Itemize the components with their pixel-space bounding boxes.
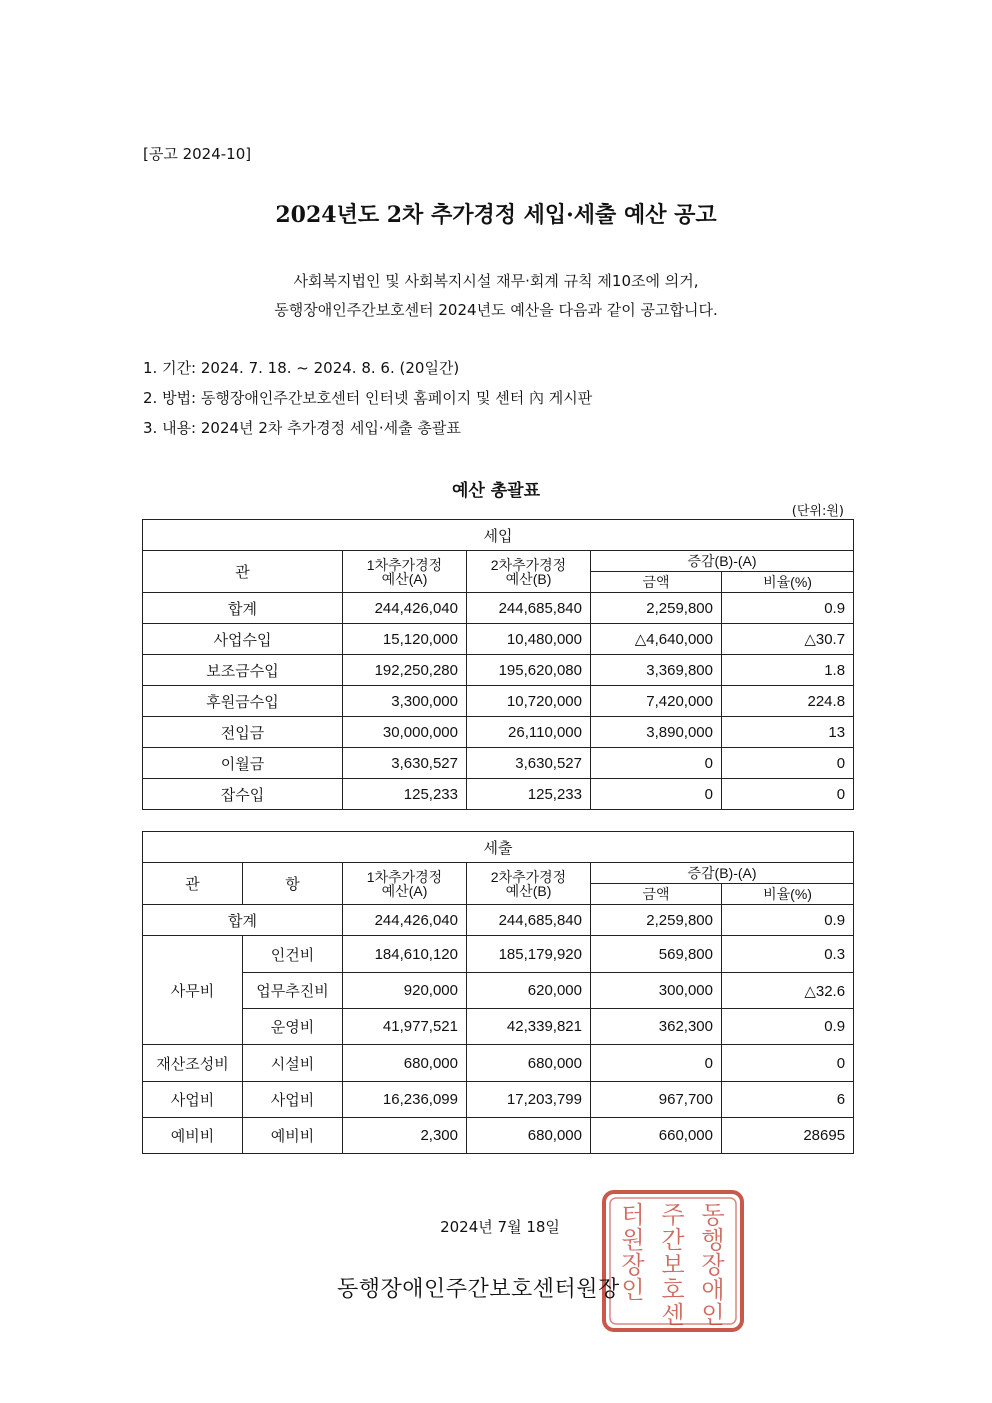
expenditure-total-row	[143, 905, 854, 936]
expenditure-section-title: 세출	[143, 832, 854, 863]
revenue-amount: 2,259,800	[591, 593, 722, 624]
expenditure-amount: 0	[591, 1045, 722, 1082]
expenditure-ratio: 0.3	[722, 936, 854, 973]
table-row	[143, 593, 854, 624]
revenue-table	[142, 519, 854, 810]
seal-glyph: 터	[621, 1201, 645, 1229]
seal-glyph: 호	[661, 1276, 685, 1304]
revenue-a: 3,300,000	[343, 686, 467, 717]
intro-line-2: 동행장애인주간보호센터 2024년도 예산을 다음과 같이 공고합니다.	[274, 301, 718, 319]
revenue-a: 192,250,280	[343, 655, 467, 686]
revenue-amount: 3,890,000	[591, 717, 722, 748]
revenue-section-title: 세입	[143, 520, 854, 551]
revenue-ratio: 1.8	[722, 655, 854, 686]
expenditure-col-a-line2: 예산(A)	[381, 882, 428, 899]
revenue-ratio: 0	[722, 748, 854, 779]
revenue-ratio: 13	[722, 717, 854, 748]
table-row	[143, 1118, 854, 1154]
expenditure-a: 680,000	[343, 1045, 467, 1082]
expenditure-b: 620,000	[467, 973, 591, 1009]
revenue-col-gwan: 관	[143, 551, 343, 593]
revenue-amount: 0	[591, 748, 722, 779]
revenue-gwan: 보조금수입	[143, 655, 343, 686]
notice-number: [공고 2024-10]	[143, 145, 252, 163]
revenue-a: 30,000,000	[343, 717, 467, 748]
expenditure-b: 185,179,920	[467, 936, 591, 973]
revenue-amount: 0	[591, 779, 722, 810]
revenue-gwan: 후원금수입	[143, 686, 343, 717]
expenditure-hang: 운영비	[243, 1009, 343, 1045]
seal-glyph: 간	[661, 1226, 685, 1254]
expenditure-ratio: △32.6	[722, 973, 854, 1009]
seal-glyph: 인	[701, 1301, 725, 1329]
seal-glyph: 주	[661, 1201, 685, 1229]
revenue-gwan: 사업수입	[143, 624, 343, 655]
revenue-col-b-line1: 2차추가경정	[490, 556, 567, 573]
table-row	[143, 1009, 854, 1045]
expenditure-amount: 300,000	[591, 973, 722, 1009]
table-row	[143, 936, 854, 973]
seal-glyph: 센	[661, 1301, 685, 1329]
seal-glyph: 보	[661, 1251, 685, 1279]
table-row	[143, 1045, 854, 1082]
seal-glyph: 장	[701, 1251, 725, 1279]
expenditure-col-amount: 금액	[591, 884, 722, 905]
table-row	[143, 973, 854, 1009]
unit-label: (단위:원)	[791, 504, 844, 519]
table-row	[143, 686, 854, 717]
revenue-gwan: 합계	[143, 593, 343, 624]
revenue-gwan: 전입금	[143, 717, 343, 748]
revenue-gwan: 잡수입	[143, 779, 343, 810]
revenue-ratio: △30.7	[722, 624, 854, 655]
seal-glyph: 장	[621, 1251, 645, 1279]
expenditure-col-b-line2: 예산(B)	[505, 882, 552, 899]
expenditure-total-b: 244,685,840	[467, 905, 591, 936]
revenue-b: 125,233	[467, 779, 591, 810]
expenditure-a: 41,977,521	[343, 1009, 467, 1045]
expenditure-ratio: 28695	[722, 1118, 854, 1154]
expenditure-hang: 사업비	[243, 1082, 343, 1118]
expenditure-total-label: 합계	[143, 905, 343, 936]
expenditure-b: 42,339,821	[467, 1009, 591, 1045]
expenditure-office-gwan: 사무비	[143, 936, 243, 1045]
item-period: 1. 기간: 2024. 7. 18. ~ 2024. 8. 6. (20일간)	[143, 359, 460, 377]
revenue-a: 244,426,040	[343, 593, 467, 624]
revenue-ratio: 0.9	[722, 593, 854, 624]
revenue-col-b-line2: 예산(B)	[505, 570, 552, 587]
expenditure-b: 17,203,799	[467, 1082, 591, 1118]
expenditure-ratio: 6	[722, 1082, 854, 1118]
revenue-col-a	[343, 551, 467, 593]
revenue-b: 244,685,840	[467, 593, 591, 624]
summary-title: 예산 총괄표	[451, 481, 541, 501]
revenue-gwan: 이월금	[143, 748, 343, 779]
expenditure-col-diff: 증감(B)-(A)	[591, 863, 854, 884]
revenue-col-ratio: 비율(%)	[722, 572, 854, 593]
expenditure-total-a: 244,426,040	[343, 905, 467, 936]
revenue-col-amount: 금액	[591, 572, 722, 593]
revenue-a: 125,233	[343, 779, 467, 810]
revenue-b: 3,630,527	[467, 748, 591, 779]
item-content: 3. 내용: 2024년 2차 추가경정 세입·세출 총괄표	[143, 419, 461, 437]
table-row	[143, 655, 854, 686]
revenue-b: 26,110,000	[467, 717, 591, 748]
expenditure-col-a	[343, 863, 467, 905]
expenditure-amount: 569,800	[591, 936, 722, 973]
expenditure-gwan: 재산조성비	[143, 1045, 243, 1082]
revenue-b: 10,720,000	[467, 686, 591, 717]
table-row	[143, 748, 854, 779]
revenue-a: 3,630,527	[343, 748, 467, 779]
intro-line-1: 사회복지법인 및 사회복지시설 재무·회계 규칙 제10조에 의거,	[293, 272, 699, 290]
table-row	[143, 717, 854, 748]
expenditure-b: 680,000	[467, 1118, 591, 1154]
expenditure-amount: 362,300	[591, 1009, 722, 1045]
revenue-ratio: 224.8	[722, 686, 854, 717]
expenditure-gwan: 예비비	[143, 1118, 243, 1154]
revenue-b: 10,480,000	[467, 624, 591, 655]
expenditure-hang: 인건비	[243, 936, 343, 973]
revenue-col-diff: 증감(B)-(A)	[591, 551, 854, 572]
revenue-col-a-line1: 1차추가경정	[366, 556, 443, 573]
expenditure-col-b-line1: 2차추가경정	[490, 868, 567, 885]
expenditure-col-b	[467, 863, 591, 905]
expenditure-a: 920,000	[343, 973, 467, 1009]
table-row	[143, 624, 854, 655]
page-title: 2024년도 2차 추가경정 세입·세출 예산 공고	[275, 202, 717, 228]
expenditure-col-hang: 항	[243, 863, 343, 905]
expenditure-table	[142, 831, 854, 1154]
revenue-a: 15,120,000	[343, 624, 467, 655]
item-method: 2. 방법: 동행장애인주간보호센터 인터넷 홈페이지 및 센터 內 게시판	[143, 389, 593, 407]
expenditure-total-amount: 2,259,800	[591, 905, 722, 936]
official-seal	[601, 1189, 745, 1333]
organization-signature: 동행장애인주간보호센터원장	[337, 1277, 620, 1302]
expenditure-col-a-line1: 1차추가경정	[366, 868, 443, 885]
expenditure-hang: 예비비	[243, 1118, 343, 1154]
seal-glyph: 동	[701, 1201, 725, 1229]
notice-date-text: 2024년 7월 18일	[440, 1218, 560, 1236]
notice-date	[0, 1216, 992, 1237]
expenditure-gwan: 사업비	[143, 1082, 243, 1118]
expenditure-col-gwan: 관	[143, 863, 243, 905]
seal-glyph: 애	[701, 1276, 725, 1304]
expenditure-a: 16,236,099	[343, 1082, 467, 1118]
revenue-amount: 7,420,000	[591, 686, 722, 717]
expenditure-ratio: 0.9	[722, 1009, 854, 1045]
expenditure-a: 2,300	[343, 1118, 467, 1154]
expenditure-col-ratio: 비율(%)	[722, 884, 854, 905]
expenditure-ratio: 0	[722, 1045, 854, 1082]
seal-glyph: 원	[621, 1226, 645, 1254]
revenue-amount: 3,369,800	[591, 655, 722, 686]
table-row	[143, 779, 854, 810]
revenue-col-a-line2: 예산(A)	[381, 570, 428, 587]
expenditure-hang: 시설비	[243, 1045, 343, 1082]
expenditure-total-ratio: 0.9	[722, 905, 854, 936]
expenditure-hang: 업무추진비	[243, 973, 343, 1009]
seal-glyph: 행	[701, 1226, 725, 1254]
seal-glyph: 인	[621, 1276, 645, 1304]
expenditure-amount: 660,000	[591, 1118, 722, 1154]
expenditure-b: 680,000	[467, 1045, 591, 1082]
table-row	[143, 1082, 854, 1118]
expenditure-amount: 967,700	[591, 1082, 722, 1118]
revenue-amount: △4,640,000	[591, 624, 722, 655]
revenue-b: 195,620,080	[467, 655, 591, 686]
expenditure-a: 184,610,120	[343, 936, 467, 973]
revenue-ratio: 0	[722, 779, 854, 810]
revenue-col-b	[467, 551, 591, 593]
